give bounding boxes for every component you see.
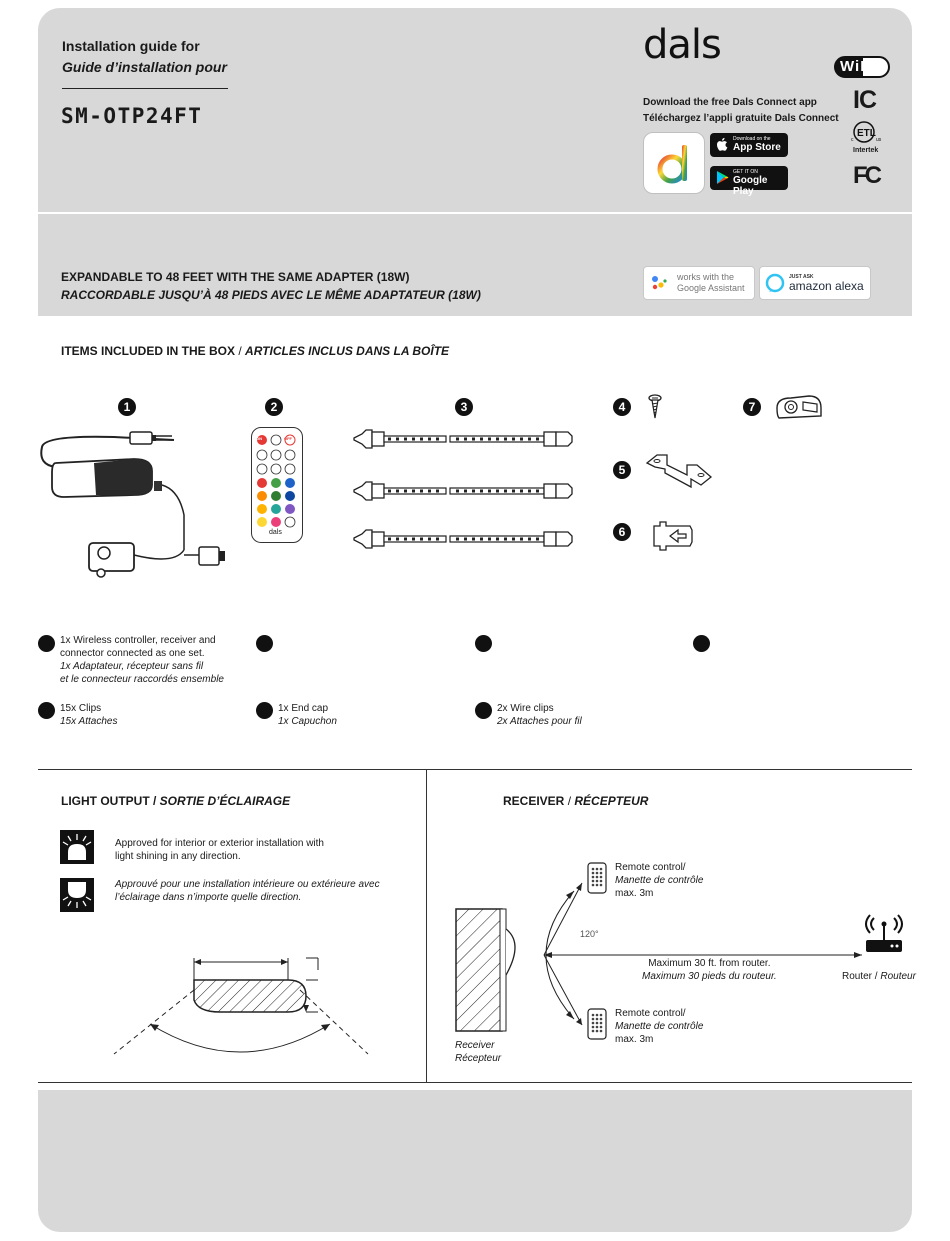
desc6-en: 1x End cap (278, 703, 329, 714)
app-store-button[interactable] (710, 133, 788, 157)
svg-text:ETL: ETL (857, 128, 876, 139)
desc-bullet-7 (475, 702, 492, 719)
item-number-7: 7 (743, 398, 761, 416)
receiver-heading-sep: / (567, 794, 572, 808)
wire-clip-icon (773, 392, 825, 422)
receiver-label-fr: Récepteur (455, 1053, 502, 1064)
item-number-3: 3 (455, 398, 473, 416)
router-distance-fr: Maximum 30 pieds du routeur. (642, 971, 777, 982)
header-divider (38, 212, 912, 214)
desc-bullet-5 (38, 702, 55, 719)
remote-bottom-en: Remote control/ (615, 1008, 686, 1019)
light-text-fr (115, 878, 380, 904)
desc-item-1 (60, 634, 224, 686)
remote-bottom-fr: Manette de contrôle (615, 1021, 704, 1032)
amazon-alexa-badge (759, 266, 871, 300)
google-assistant-icon (650, 274, 668, 292)
desc-bullet-2 (256, 635, 273, 652)
google-play-button[interactable] (710, 166, 788, 197)
apple-icon (716, 137, 728, 152)
desc-bullet-4 (693, 635, 710, 652)
alexa-label: amazon alexa (789, 279, 864, 293)
google-play-small-text: GET IT ON (733, 169, 758, 175)
receiver-heading-en: RECEIVER (503, 794, 565, 808)
item-number-6: 6 (613, 523, 631, 541)
desc-bullet-6 (256, 702, 273, 719)
desc5-en: 15x Clips (60, 703, 102, 714)
light-text-en (115, 837, 324, 863)
screw-icon (647, 394, 663, 420)
guide-title-en: Installation guide for (62, 38, 200, 54)
desc-item-6 (278, 702, 337, 728)
item-number-1: 1 (118, 398, 136, 416)
wifi-badge-text (840, 58, 886, 75)
angle-label: 120° (580, 929, 599, 939)
item-number-2: 2 (265, 398, 283, 416)
remote-top-text (615, 861, 703, 900)
router-label (842, 970, 916, 983)
wireless-controller-icon (34, 425, 234, 585)
light-heading-en: LIGHT OUTPUT / (61, 794, 157, 808)
receiver-heading (503, 794, 648, 808)
desc6-fr: 1x Capuchon (278, 716, 337, 727)
desc1-en-line2: connector connected as one set. (60, 648, 205, 659)
expandable-text-en: EXPANDABLE TO 48 FEET WITH THE SAME ADAPTER (18W) (61, 270, 410, 284)
led-strips-icon (352, 426, 578, 554)
google-assistant-line1: works with the (677, 272, 735, 282)
download-text-fr: Téléchargez l’appli gratuite Dals Connect (643, 113, 839, 124)
intertek-label: Intertek (853, 147, 879, 154)
item-number-4: 4 (613, 398, 631, 416)
light-en-line2: light shining in any direction. (115, 851, 241, 862)
google-play-icon (716, 170, 729, 185)
remote-top-icon (587, 862, 607, 894)
desc-bullet-1 (38, 635, 55, 652)
remote-bottom-range: max. 3m (615, 1034, 654, 1045)
google-play-label: Google Play (733, 175, 768, 197)
footer-panel (38, 1090, 912, 1232)
receiver-heading-fr: RÉCEPTEUR (574, 794, 649, 808)
end-cap-icon (652, 520, 694, 552)
etl-cert-icon (852, 121, 886, 145)
expandable-text-fr: RACCORDABLE JUSQU’À 48 PIEDS AVEC LE MÊME ADAPTATEUR (18W) (61, 288, 481, 302)
desc5-fr: 15x Attaches (60, 716, 118, 727)
download-text-en: Download the free Dals Connect app (643, 97, 817, 108)
title-rule (62, 88, 228, 89)
light-fr-line2: l’éclairage dans n’importe quelle direction. (115, 892, 302, 903)
svg-text:us: us (876, 137, 882, 143)
remote-buttons-icon (252, 428, 302, 542)
light-up-icon (60, 830, 94, 864)
remote-on-label: ON (256, 436, 262, 441)
router-label-en: Router / (842, 971, 878, 982)
remote-bottom-icon (587, 1008, 607, 1040)
model-number: SM-OTP24FT (61, 104, 203, 128)
desc1-en-line1: 1x Wireless controller, receiver and (60, 635, 216, 646)
router-icon (862, 914, 906, 954)
fcc-cert-mark: FC (853, 162, 879, 189)
led-strip-row-3 (354, 530, 572, 548)
light-output-heading (61, 794, 290, 808)
receiver-label-en: Receiver (455, 1040, 495, 1051)
wifi-badge-label: WiFi (840, 58, 876, 75)
wifi-badge (834, 56, 890, 78)
router-label-fr: Routeur (880, 971, 916, 982)
led-strip-row-1 (354, 430, 572, 448)
remote-top-range: max. 3m (615, 888, 654, 899)
remote-control-icon (251, 427, 303, 543)
remote-bottom-text (615, 1007, 703, 1046)
alexa-ring-icon (765, 273, 785, 293)
desc-item-5 (60, 702, 117, 728)
receiver-label (455, 1039, 501, 1065)
mounting-clip-icon (645, 447, 715, 493)
ic-cert-mark: IC (853, 86, 876, 114)
google-assistant-line2: Google Assistant (677, 283, 745, 293)
dals-connect-app-icon[interactable] (643, 132, 705, 194)
item-number-5: 5 (613, 461, 631, 479)
light-angle-diagram (110, 950, 372, 1060)
desc7-en: 2x Wire clips (497, 703, 554, 714)
desc1-fr-line2: et le connecteur raccordés ensemble (60, 674, 224, 685)
desc7-fr: 2x Attaches pour fil (497, 716, 582, 727)
items-heading-en: ITEMS INCLUDED IN THE BOX (61, 344, 236, 358)
light-fr-line1: Approuvé pour une installation intérieure ou extérieure avec (115, 879, 380, 890)
items-heading-sep: / (238, 344, 242, 358)
google-assistant-badge (643, 266, 755, 300)
items-heading-fr: ARTICLES INCLUS DANS LA BOÎTE (245, 344, 450, 358)
app-store-label: App Store (733, 142, 781, 153)
alexa-small-text: JUST ASK (789, 274, 814, 280)
desc-bullet-3 (475, 635, 492, 652)
section-bottom-rule (38, 1082, 912, 1083)
router-distance-en: Maximum 30 ft. from router. (648, 958, 771, 969)
remote-off-label: OFF (284, 436, 292, 441)
light-en-line1: Approved for interior or exterior installation with (115, 838, 324, 849)
items-heading (61, 344, 449, 358)
light-heading-fr: SORTIE D’ÉCLAIRAGE (159, 794, 291, 808)
svg-text:c: c (851, 137, 854, 143)
section-top-rule (38, 769, 912, 770)
remote-brand-label: dals (269, 529, 282, 536)
router-distance-text (642, 957, 777, 983)
app-store-small-text: Download on the (733, 136, 771, 142)
guide-title-fr: Guide d’installation pour (62, 59, 227, 75)
dals-logo: dals (643, 22, 721, 68)
remote-top-en: Remote control/ (615, 862, 686, 873)
desc-item-7 (497, 702, 582, 728)
led-strip-row-2 (354, 482, 572, 500)
dals-d-icon (644, 133, 704, 193)
desc1-fr-line1: 1x Adaptateur, récepteur sans fil (60, 661, 204, 672)
light-down-icon (60, 878, 94, 912)
remote-top-fr: Manette de contrôle (615, 875, 704, 886)
section-vertical-rule (426, 769, 427, 1083)
